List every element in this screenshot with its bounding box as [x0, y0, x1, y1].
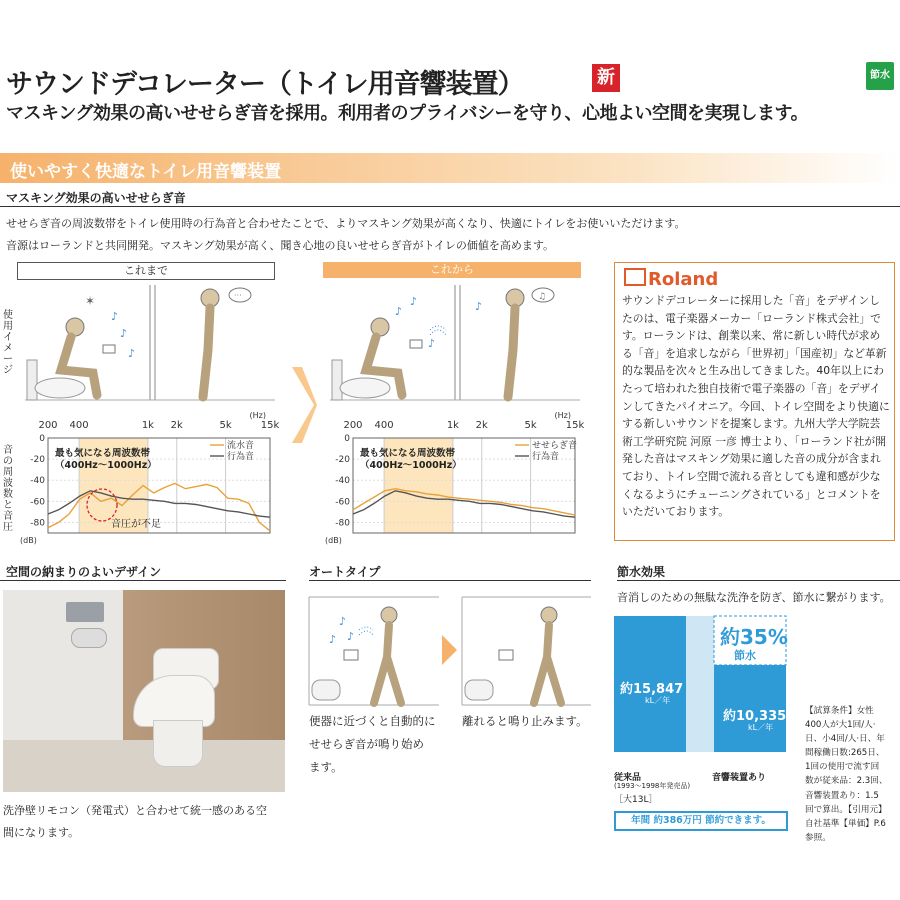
- bar-sound-device-value: 約10,335: [723, 709, 787, 724]
- svg-text:♪: ♪: [347, 630, 355, 643]
- condition-line: 【試算条件】女性: [805, 706, 874, 716]
- design-heading: 空間の納まりのよいデザイン: [6, 565, 162, 579]
- toilet-room-photo: [3, 590, 285, 792]
- water-divider: [617, 580, 900, 581]
- saving-suffix: 節水: [734, 649, 756, 662]
- water-heading: 節水効果: [617, 565, 666, 579]
- auto-divider: [309, 580, 591, 581]
- condition-line: 400人が大1回/人·: [805, 720, 876, 731]
- saving-percent: 約35%: [720, 625, 788, 649]
- y-tick-label: -80: [335, 518, 350, 529]
- svg-text:♪: ♪: [475, 300, 483, 313]
- y-tick-label: -20: [335, 455, 350, 466]
- legend-label: 流水音: [227, 441, 255, 451]
- bar-conventional-unit: kL／年: [645, 696, 671, 705]
- water-desc: 音消しのための無駄な洗浄を防ぎ、節水に繋がります。: [617, 591, 891, 604]
- condition-line: 数が従来品：2.3回、: [805, 776, 888, 787]
- paper-holder: [71, 628, 107, 648]
- condition-line: 1回の使用で流す回: [805, 762, 880, 773]
- before-label: これまで: [17, 262, 275, 280]
- masking-line-2: 音源はローランドと共同開発。マスキング効果が高く、聞き心地の良いせせらぎ音がトイレの価値を高めます。: [6, 239, 555, 252]
- svg-text:···: ···: [234, 291, 242, 300]
- annual-saving-note: 年間 約386万円 節約できます。: [614, 811, 788, 831]
- usage-side-label: 使用イメージ: [3, 310, 13, 376]
- legend-label: 行為音: [532, 452, 560, 462]
- cat-conventional: 従来品: [614, 773, 642, 783]
- svg-text:♪: ♪: [410, 295, 418, 308]
- y-tick-label: -40: [335, 476, 350, 487]
- after-usage-illustration: [330, 285, 580, 403]
- x-tick-label: 2k: [170, 420, 183, 431]
- water-saving-badge: 節水: [866, 62, 894, 90]
- y-unit-label: (dB): [325, 536, 342, 545]
- x-tick-label: 2k: [475, 420, 488, 431]
- chevron-right-icon: [290, 365, 318, 445]
- svg-text:♫: ♫: [538, 292, 547, 302]
- annotation-text: 最も気になる周波数帯: [360, 448, 456, 459]
- x-tick-label: 15k: [565, 420, 585, 431]
- x-tick-label: 1k: [446, 420, 459, 431]
- design-divider: [0, 580, 286, 581]
- y-tick-label: -80: [30, 518, 45, 529]
- annotation-text: （400Hz〜1000Hz）: [55, 460, 157, 471]
- design-caption-2: 間になります。: [3, 826, 80, 839]
- x-tick-label: 200: [343, 420, 363, 431]
- masking-line-1: せせらぎ音の周波数帯をトイレ使用時の行為音と合わせたことで、よりマスキング効果が高くなり、快適にトイレをお使いいただけます。: [6, 217, 686, 230]
- condition-line: 音響装置あり：1.5: [805, 790, 879, 801]
- before-usage-illustration: [25, 285, 275, 403]
- condition-line: 参照。: [805, 832, 831, 843]
- condition-line: 間稼働日数:265日、: [805, 748, 885, 759]
- x-tick-label: 1k: [141, 420, 154, 431]
- y-tick-label: -60: [30, 497, 45, 508]
- y-unit-label: (dB): [20, 536, 37, 545]
- remote-control: [66, 602, 104, 622]
- x-tick-label: 200: [38, 420, 58, 431]
- auto-type-illustration: [309, 595, 591, 707]
- condition-line: 自社基準【単価】P.6: [805, 818, 886, 829]
- x-unit-label: (Hz): [554, 411, 571, 420]
- legend-label: せせらぎ音: [532, 441, 578, 451]
- x-tick-label: 5k: [524, 420, 537, 431]
- y-tick-label: 0: [344, 434, 350, 444]
- condition-line: 日、小4回/人·日、年: [805, 734, 885, 745]
- cat-conventional-volume: ［大13L］: [614, 795, 658, 805]
- y-tick-label: -40: [30, 476, 45, 487]
- cat-sound-device: 音響装置あり: [712, 773, 767, 783]
- masking-divider: [0, 206, 900, 207]
- auto-caption-left-2: せせらぎ音が鳴り始め: [309, 737, 424, 751]
- toilet-base: [153, 720, 203, 767]
- masking-heading: マスキング効果の高いせせらぎ音: [6, 191, 186, 205]
- new-badge: 新: [592, 64, 620, 92]
- svg-text:♪: ♪: [120, 327, 128, 340]
- x-tick-label: 15k: [260, 420, 280, 431]
- svg-text:♪: ♪: [128, 347, 136, 360]
- x-tick-label: 400: [374, 420, 394, 431]
- annotation-text: （400Hz〜1000Hz）: [360, 460, 462, 471]
- svg-text:♪: ♪: [339, 615, 347, 628]
- svg-text:✶: ✶: [85, 294, 96, 308]
- bar-sound-device-unit: kL／年: [748, 723, 774, 732]
- y-tick-label: -20: [30, 455, 45, 466]
- legend-label: 行為音: [227, 452, 255, 462]
- roland-description: サウンドデコレーターに採用した「音」をデザインしたのは、電子楽器メーカー「ローランド株式会社」です。ローランドは、創業以来、常に新しい時代が求める「音」を追求しながら「世界初」「国産初」など革新的な製品を次々と生み出してきました。40年以上にわたって培われた独自技術で電子楽器の「音」をデザインしてきたパイオニア。今回、トイレ空間をより快適にする新しいサウンドを提案します。九州大学大学院芸術工学研究院 河原 一彦 博士より、「ローランド社が開発した音はマスキング効果に適した音の成分が含まれており、トイレ空間で流れる音としても違和感が少なくなるようにチューニングされている」とコメントをいただいております。: [622, 294, 890, 519]
- x-tick-label: 400: [69, 420, 89, 431]
- condition-line: 回で算出。【引用元】: [805, 804, 887, 815]
- x-tick-label: 5k: [219, 420, 232, 431]
- svg-text:♪: ♪: [111, 310, 119, 323]
- y-tick-label: -60: [335, 497, 350, 508]
- page-title: サウンドデコレーター（トイレ用音響装置）: [6, 69, 524, 100]
- svg-text:♪: ♪: [428, 337, 436, 350]
- roland-r-icon: [624, 268, 646, 286]
- floor: [3, 740, 285, 792]
- x-unit-label: (Hz): [249, 411, 266, 420]
- cat-conventional-years: (1993〜1998年発売品): [614, 782, 691, 790]
- auto-heading: オートタイプ: [309, 565, 381, 579]
- svg-text:♪: ♪: [329, 633, 337, 646]
- white-wall: [3, 590, 123, 740]
- after-frequency-chart: [323, 408, 585, 545]
- roland-logo-text: Roland: [648, 269, 719, 290]
- insufficient-note: 音圧が不足: [111, 519, 161, 530]
- trial-conditions: [805, 704, 900, 845]
- page-subtitle: マスキング効果の高いせせらぎ音を採用。利用者のプライバシーを守り、心地よい空間を実現します。: [6, 103, 809, 124]
- chart-side-label: 音の周波数と音圧: [3, 445, 13, 533]
- auto-caption-left-3: ます。: [309, 760, 343, 774]
- section-band-title: 使いやすく快適なトイレ用音響装置: [10, 162, 282, 182]
- after-label: これから: [323, 262, 581, 278]
- svg-text:♪: ♪: [395, 305, 403, 318]
- annotation-text: 最も気になる周波数帯: [55, 448, 151, 459]
- roland-logo: [624, 268, 718, 290]
- auto-caption-right: 離れると鳴り止みます。: [462, 714, 588, 728]
- auto-caption-left-1: 便器に近づくと自動的に: [309, 714, 436, 728]
- design-caption-1: 洗浄壁リモコン（発電式）と合わせて統一感のある空: [3, 804, 267, 817]
- y-tick-label: 0: [39, 434, 45, 444]
- comparison-wedge: [686, 616, 714, 752]
- bar-conventional-value: 約15,847: [620, 682, 684, 697]
